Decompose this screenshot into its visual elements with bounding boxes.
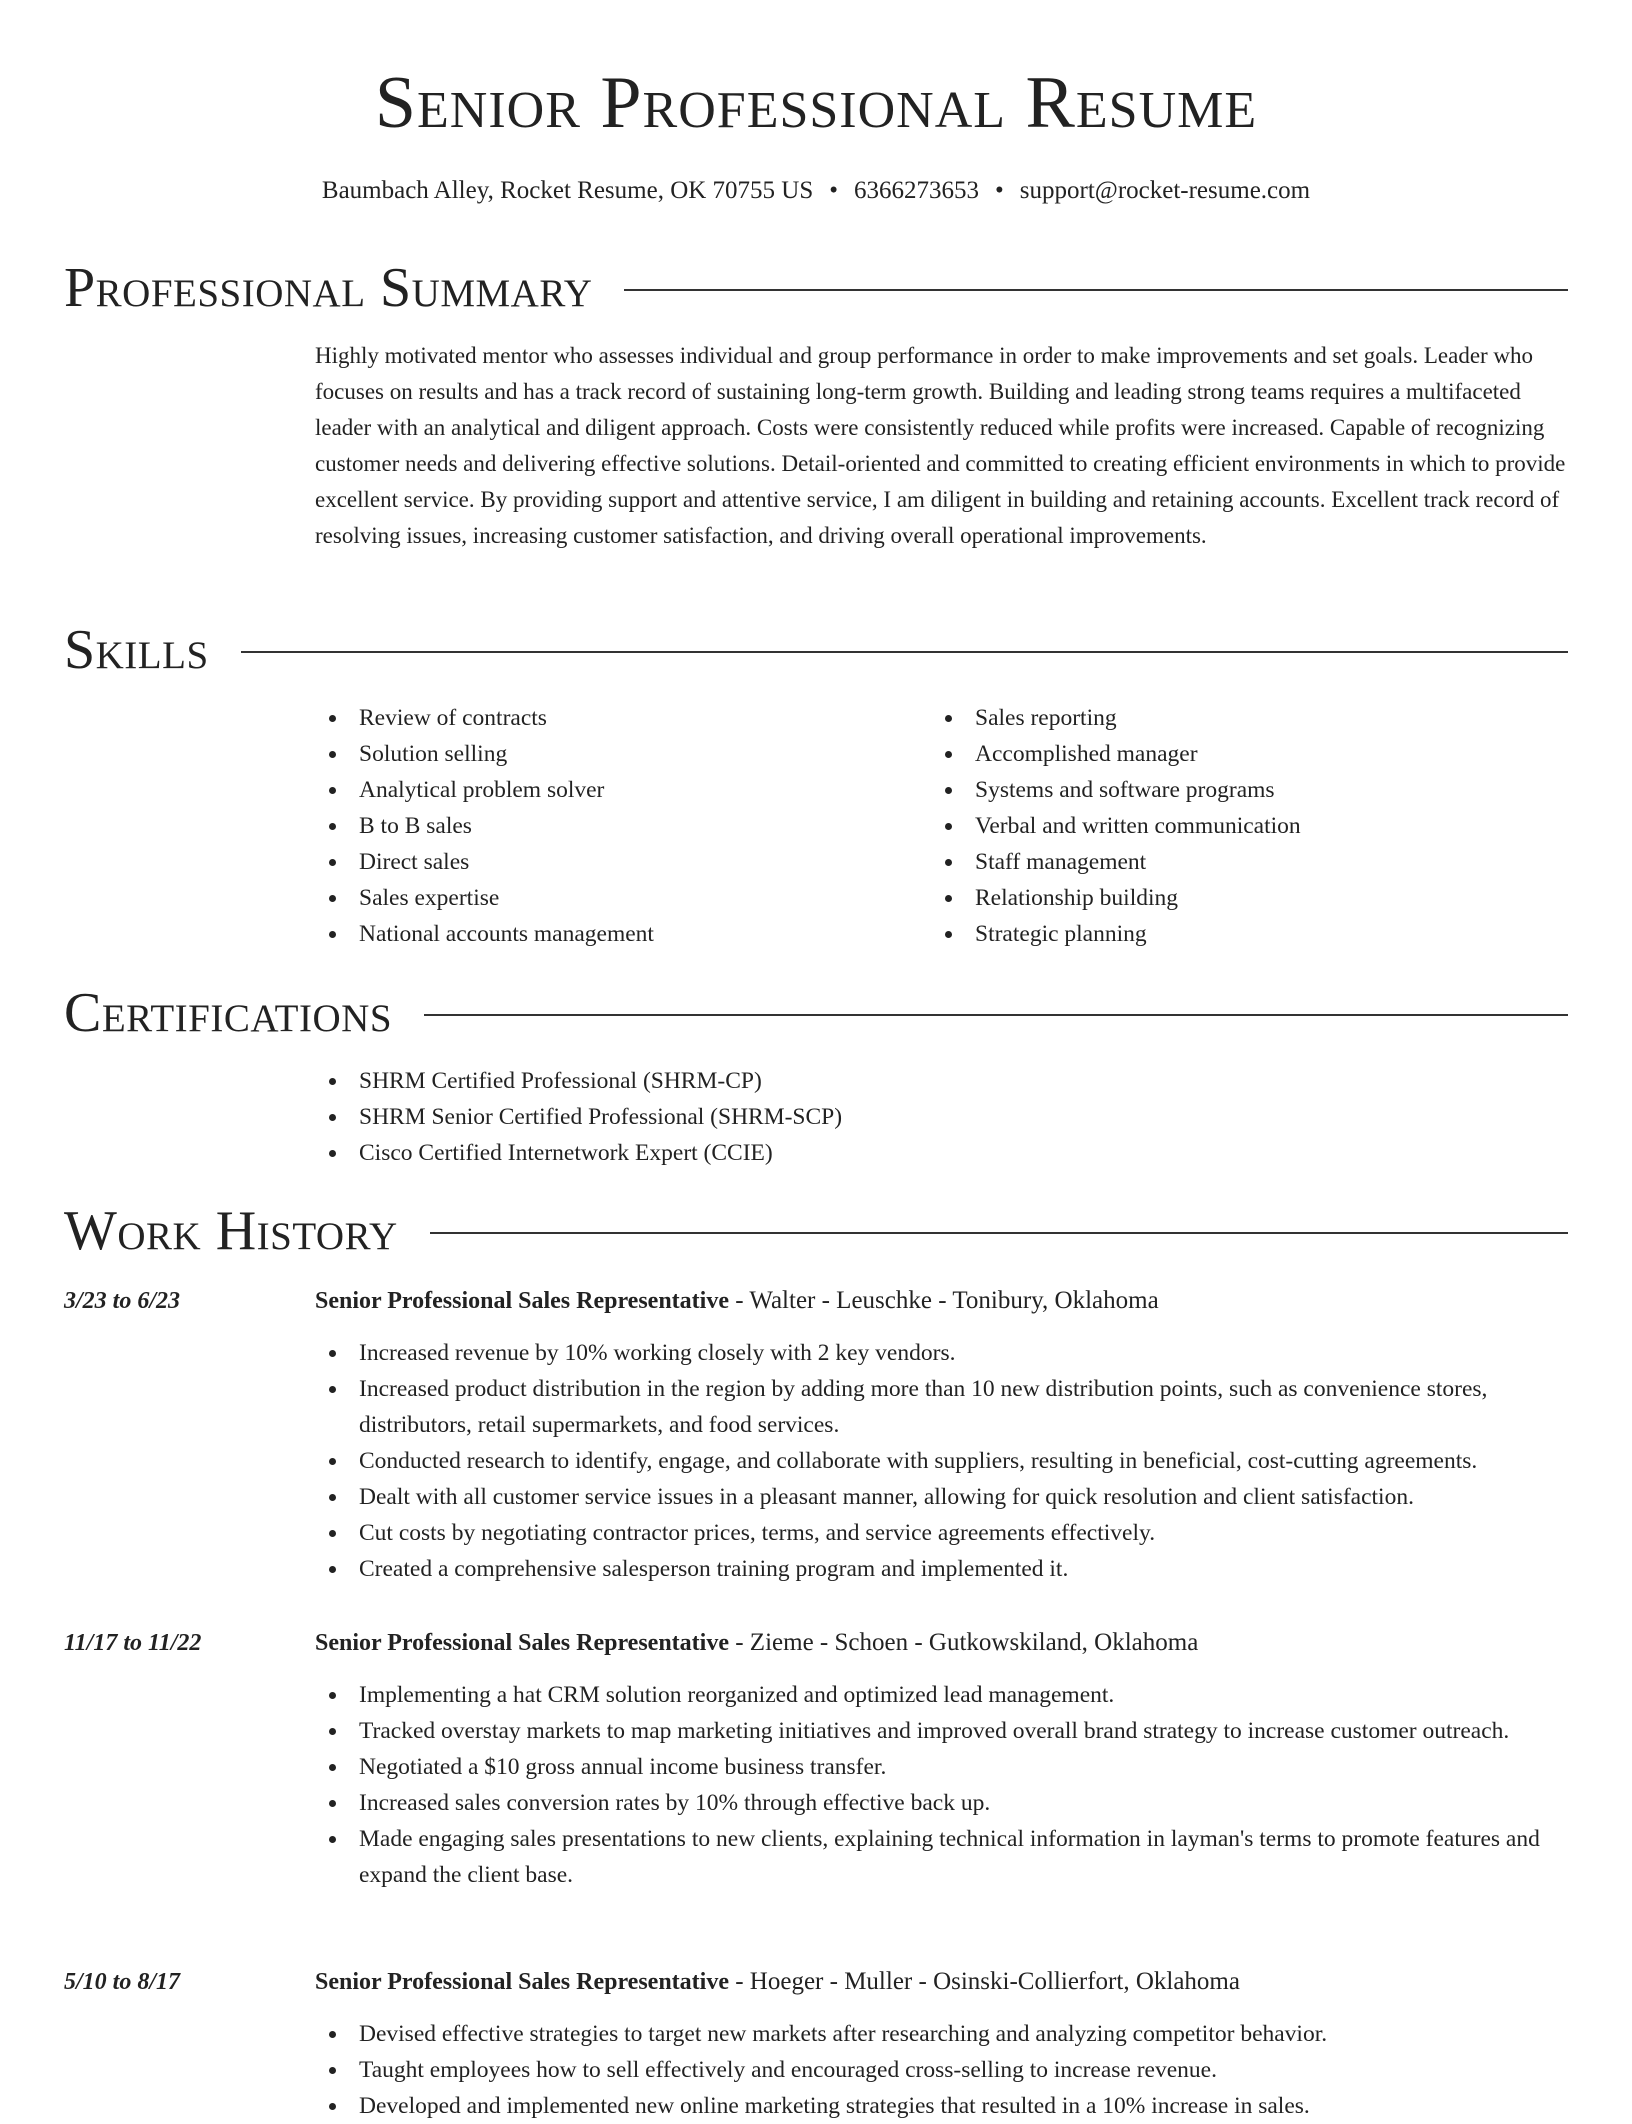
skill-item: Verbal and written communication (931, 808, 1568, 844)
skill-item: Staff management (931, 844, 1568, 880)
work-history-section-header (64, 1199, 1568, 1263)
job-employer: - Zieme - Schoen - Gutkowskiland, Oklahoma (735, 1629, 1199, 1656)
job-dates: 5/10 to 8/17 (64, 1969, 181, 1995)
job-bullet: Implementing a hat CRM solution reorganized and optimized lead management. (315, 1677, 1568, 1713)
job-employer: - Hoeger - Muller - Osinski-Collierfort, Oklahoma (735, 1968, 1240, 1995)
job-bullet: Taught employees how to sell effectively and encouraged cross-selling to increase revenue. (315, 2052, 1568, 2088)
skills-section-header (64, 618, 1568, 682)
skill-item: Review of contracts (315, 700, 915, 736)
job-bullets (315, 2016, 1568, 2124)
job-bullet: Cut costs by negotiating contractor prices, terms, and service agreements effectively. (315, 1515, 1568, 1551)
certification-item: SHRM Senior Certified Professional (SHRM-SCP) (315, 1099, 842, 1135)
skills-list (315, 700, 915, 952)
skills-column-right (931, 700, 1568, 952)
job-bullet: Increased revenue by 10% working closely with 2 key vendors. (315, 1335, 1568, 1371)
job-bullet: Conducted research to identify, engage, and collaborate with suppliers, resulting in beneficial, cost-cutting agreements. (315, 1443, 1568, 1479)
skill-item: Systems and software programs (931, 772, 1568, 808)
skill-item: Direct sales (315, 844, 915, 880)
contact-separator: • (829, 177, 839, 204)
contact-line (0, 174, 1632, 208)
certifications-list-wrap (315, 1063, 842, 1171)
job-bullet: Increased sales conversion rates by 10% through effective back up. (315, 1785, 1568, 1821)
skill-item: Strategic planning (931, 916, 1568, 952)
job-title-line (315, 1964, 1240, 2000)
skill-item: Accomplished manager (931, 736, 1568, 772)
job-bullet: Devised effective strategies to target new markets after researching and analyzing competitor behavior. (315, 2016, 1568, 2052)
section-divider (430, 1232, 1568, 1234)
job-title: Senior Professional Sales Representative (315, 1630, 729, 1656)
section-divider (624, 289, 1568, 291)
section-heading: Certifications (64, 982, 393, 1044)
job-bullets (315, 1335, 1568, 1587)
certification-item: Cisco Certified Internetwork Expert (CCIE) (315, 1135, 842, 1171)
job-bullet: Made engaging sales presentations to new clients, explaining technical information in layman's terms to promote features and expand the client base. (315, 1821, 1568, 1893)
job-bullet: Developed and implemented new online marketing strategies that resulted in a 10% increase in sales. (315, 2088, 1568, 2124)
certifications-list (315, 1063, 842, 1171)
skill-item: B to B sales (315, 808, 915, 844)
job-bullet: Dealt with all customer service issues in a pleasant manner, allowing for quick resolution and client satisfaction. (315, 1479, 1568, 1515)
skill-item: Analytical problem solver (315, 772, 915, 808)
job-dates: 3/23 to 6/23 (64, 1288, 181, 1314)
contact-phone: 6366273653 (854, 177, 980, 204)
section-divider (241, 651, 1568, 653)
section-heading: Work History (64, 1200, 398, 1262)
skill-item: Solution selling (315, 736, 915, 772)
job-bullet: Created a comprehensive salesperson training program and implemented it. (315, 1551, 1568, 1587)
contact-email[interactable]: support@rocket-resume.com (1019, 177, 1311, 204)
job-title-line (315, 1283, 1159, 1319)
job-bullet: Increased product distribution in the region by adding more than 10 new distribution points, such as convenience stores, distributors, retail supermarkets, and food services. (315, 1371, 1568, 1443)
contact-address: Baumbach Alley, Rocket Resume, OK 70755 US (321, 177, 814, 204)
job-bullet: Tracked overstay markets to map marketing initiatives and improved overall brand strategy to increase customer outreach. (315, 1713, 1568, 1749)
section-heading: Professional Summary (64, 257, 593, 319)
job-title: Senior Professional Sales Representative (315, 1288, 729, 1314)
job-bullets (315, 1677, 1568, 1893)
job-employer: - Walter - Leuschke - Tonibury, Oklahoma (735, 1287, 1159, 1314)
skill-item: Sales reporting (931, 700, 1568, 736)
job-title-line (315, 1625, 1198, 1661)
skill-item: National accounts management (315, 916, 915, 952)
job-title: Senior Professional Sales Representative (315, 1969, 729, 1995)
summary-section-header (64, 256, 1568, 320)
resume-name: Senior Professional Resume (374, 62, 1258, 144)
summary-text: Highly motivated mentor who assesses individual and group performance in order to make improvements and set goals. Leader who focuses on results and has a track record of sustaining long-term growth. Building and leading strong teams requires a multifaceted leader with an analytical and diligent approach. Costs were consistently reduced while profits were increased. Capable of recognizing customer needs and delivering effective solutions. Detail-oriented and committed to creating efficient environments in which to provide excellent service. By providing support and attentive service, I am diligent in building and retaining accounts. Excellent track record of resolving issues, increasing customer satisfaction, and driving overall operational improvements. (315, 343, 1566, 548)
certification-item: SHRM Certified Professional (SHRM-CP) (315, 1063, 842, 1099)
skills-column-left (315, 700, 915, 952)
job-dates: 11/17 to 11/22 (64, 1630, 202, 1656)
skill-item: Sales expertise (315, 880, 915, 916)
skills-list (931, 700, 1568, 952)
skill-item: Relationship building (931, 880, 1568, 916)
certifications-section-header (64, 981, 1568, 1045)
job-bullet: Negotiated a $10 gross annual income business transfer. (315, 1749, 1568, 1785)
section-divider (424, 1014, 1568, 1016)
contact-separator: • (995, 177, 1004, 204)
section-heading: Skills (64, 619, 209, 681)
